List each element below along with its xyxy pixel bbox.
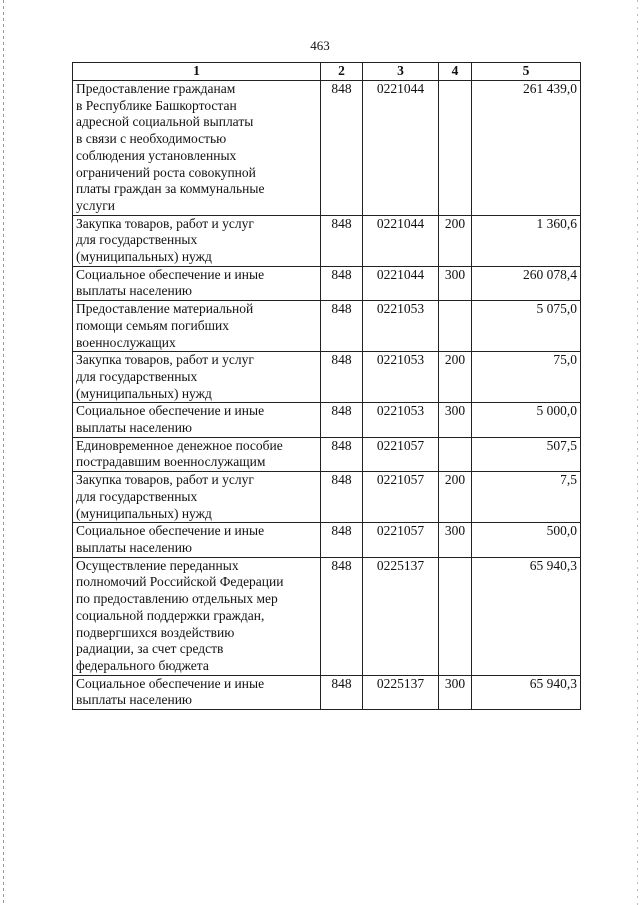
row-target-code: 0221044: [363, 215, 439, 266]
header-col-2: 2: [321, 63, 363, 81]
table-row: [73, 557, 581, 675]
row-target-code: 0221044: [363, 266, 439, 300]
row-amount: 75,0: [472, 352, 581, 403]
header-col-3: 3: [363, 63, 439, 81]
row-name: Осуществление переданных полномочий Российской Федерации по предоставлению отдельных мер социальной поддержки граждан, подвергшихся воздействию радиации, за счет средств федерального бюджета: [73, 557, 321, 675]
row-target-code: 0225137: [363, 557, 439, 675]
row-amount: 5 000,0: [472, 403, 581, 437]
row-amount: 7,5: [472, 472, 581, 523]
row-name: Единовременное денежное пособие пострадавшим военнослужащим: [73, 437, 321, 471]
row-name: Предоставление гражданам в Республике Башкортостан адресной социальной выплаты в связи с необходимостью соблюдения установленных ограничений роста совокупной платы граждан за коммунальные услуги: [73, 81, 321, 216]
row-expense-type: [439, 437, 472, 471]
row-expense-type: [439, 557, 472, 675]
row-name: Социальное обеспечение и иные выплаты населению: [73, 675, 321, 709]
table-row: [73, 215, 581, 266]
row-expense-type: 200: [439, 352, 472, 403]
row-amount: 260 078,4: [472, 266, 581, 300]
table-row: [73, 352, 581, 403]
row-amount: 5 075,0: [472, 301, 581, 352]
row-expense-type: 200: [439, 215, 472, 266]
row-ministry-code: 848: [321, 523, 363, 557]
row-expense-type: 200: [439, 472, 472, 523]
row-name: Социальное обеспечение и иные выплаты населению: [73, 403, 321, 437]
row-name: Социальное обеспечение и иные выплаты населению: [73, 523, 321, 557]
row-ministry-code: 848: [321, 81, 363, 216]
table-header-row: [73, 63, 581, 81]
header-col-5: 5: [472, 63, 581, 81]
table-row: [73, 472, 581, 523]
row-amount: 500,0: [472, 523, 581, 557]
row-ministry-code: 848: [321, 215, 363, 266]
page-number: 463: [310, 38, 330, 53]
table-body: [73, 81, 581, 710]
row-name: Закупка товаров, работ и услуг для государственных (муниципальных) нужд: [73, 352, 321, 403]
row-ministry-code: 848: [321, 437, 363, 471]
row-amount: 1 360,6: [472, 215, 581, 266]
header-col-4: 4: [439, 63, 472, 81]
row-expense-type: 300: [439, 523, 472, 557]
row-ministry-code: 848: [321, 675, 363, 709]
row-expense-type: 300: [439, 675, 472, 709]
row-expense-type: [439, 81, 472, 216]
table-row: [73, 81, 581, 216]
row-name: Закупка товаров, работ и услуг для государственных (муниципальных) нужд: [73, 215, 321, 266]
row-name: Предоставление материальной помощи семьям погибших военнослужащих: [73, 301, 321, 352]
budget-table: [72, 62, 581, 710]
row-target-code: 0221053: [363, 301, 439, 352]
table-row: [73, 266, 581, 300]
row-expense-type: [439, 301, 472, 352]
row-amount: 507,5: [472, 437, 581, 471]
row-amount: 65 940,3: [472, 557, 581, 675]
row-target-code: 0221053: [363, 352, 439, 403]
table-row: [73, 675, 581, 709]
table-row: [73, 523, 581, 557]
row-amount: 261 439,0: [472, 81, 581, 216]
row-target-code: 0221053: [363, 403, 439, 437]
scan-edge-left: [3, 0, 4, 905]
row-ministry-code: 848: [321, 301, 363, 352]
row-ministry-code: 848: [321, 557, 363, 675]
header-col-1: 1: [73, 63, 321, 81]
row-target-code: 0221057: [363, 437, 439, 471]
row-ministry-code: 848: [321, 403, 363, 437]
row-target-code: 0221057: [363, 523, 439, 557]
row-target-code: 0225137: [363, 675, 439, 709]
table-row: [73, 403, 581, 437]
scan-edge-right: [637, 0, 638, 905]
row-target-code: 0221044: [363, 81, 439, 216]
row-expense-type: 300: [439, 403, 472, 437]
row-ministry-code: 848: [321, 352, 363, 403]
table-row: [73, 301, 581, 352]
row-amount: 65 940,3: [472, 675, 581, 709]
row-ministry-code: 848: [321, 266, 363, 300]
table-row: [73, 437, 581, 471]
row-expense-type: 300: [439, 266, 472, 300]
row-name: Социальное обеспечение и иные выплаты населению: [73, 266, 321, 300]
row-target-code: 0221057: [363, 472, 439, 523]
row-name: Закупка товаров, работ и услуг для государственных (муниципальных) нужд: [73, 472, 321, 523]
row-ministry-code: 848: [321, 472, 363, 523]
